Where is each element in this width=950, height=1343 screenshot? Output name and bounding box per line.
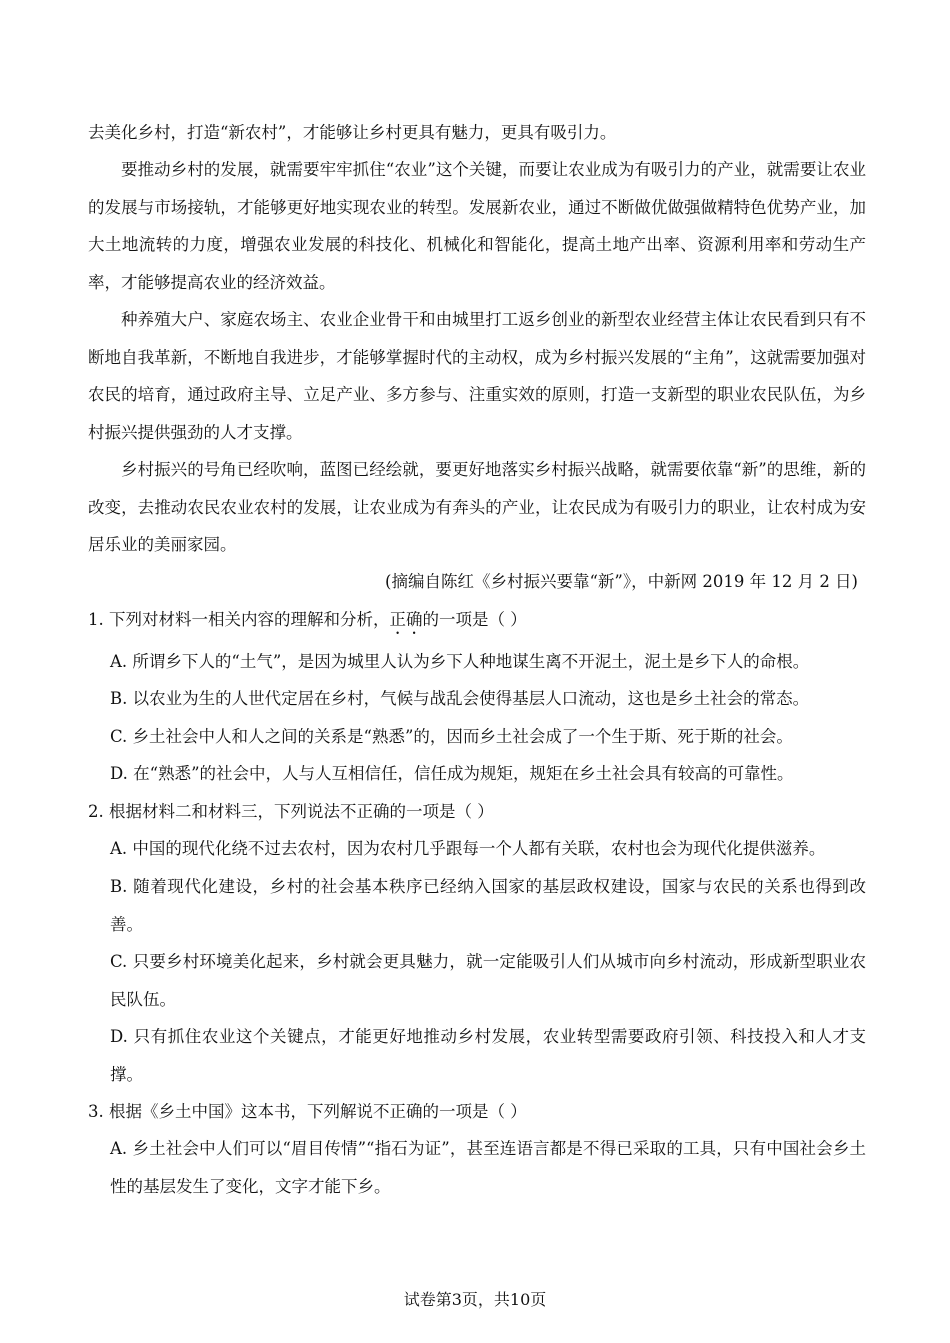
question-1-option-d: D. 在“熟悉”的社会中，人与人互相信任，信任成为规矩，规矩在乡土社会具有较高的可靠性。 — [110, 764, 794, 783]
question-2-option-c: C. 只要乡村环境美化起来，乡村就会更具魅力，就一定能吸引人们从城市向乡村流动，形成新型职业农民队伍。 — [110, 952, 866, 1009]
question-1-option-b: B. 以农业为生的人世代定居在乡村，气候与战乱会使得基层人口流动，这也是乡土社会的常态。 — [110, 689, 810, 708]
question-1-stem — [88, 601, 866, 639]
question-2-option-b: B. 随着现代化建设，乡村的社会基本秩序已经纳入国家的基层政权建设，国家与农民的关系也得到改善。 — [110, 877, 866, 934]
question-2-option-a: A. 中国的现代化绕不过去农村，因为农村几乎跟每一个人都有关联，农村也会为现代化提供滋养。 — [110, 839, 826, 858]
passage-paragraph-4: 乡村振兴的号角已经吹响，蓝图已经绘就，要更好地落实乡村振兴战略，就需要依靠“新”的思维，新的改变，去推动农民农业农村的发展，让农业成为有奔头的产业，让农民成为有吸引力的职业，让农村成为安居乐业的美丽家园。 — [88, 460, 866, 554]
question-1-stem-after: 的一项是（ ） — [422, 610, 527, 629]
question-1-stem-emphasis: 正确 — [389, 610, 423, 629]
passage-paragraph-3: 种养殖大户、家庭农场主、农业企业骨干和由城里打工返乡创业的新型农业经营主体让农民看到只有不断地自我革新，不断地自我进步，才能够掌握时代的主动权，成为乡村振兴发展的“主角”，这就需要加强对农民的培育，通过政府主导、立足产业、多方参与、注重实效的原则，打造一支新型的职业农民队伍，为乡村振兴提供强劲的人才支撑。 — [88, 310, 866, 442]
passage-source: (摘编自陈红《乡村振兴要靠“新”》，中新网 2019 年 12 月 2 日) — [385, 572, 858, 591]
question-2-option-d: D. 只有抓住农业这个关键点，才能更好地推动乡村发展，农业转型需要政府引领、科技投入和人才支撑。 — [110, 1027, 866, 1084]
question-1-option-c: C. 乡土社会中人和人之间的关系是“熟悉”的，因而乡土社会成了一个生于斯、死于斯的社会。 — [110, 727, 793, 746]
question-1-option-a: A. 所谓乡下人的“土气”，是因为城里人认为乡下人种地谋生离不开泥土，泥土是乡下人的命根。 — [110, 652, 810, 671]
question-2-stem: 2. 根据材料二和材料三，下列说法不正确的一项是（ ） — [88, 802, 494, 821]
question-3-stem: 3. 根据《乡土中国》这本书，下列解说不正确的一项是（ ） — [88, 1102, 527, 1121]
question-1-stem-before: 1. 下列对材料一相关内容的理解和分析， — [88, 610, 390, 629]
question-3-option-a: A. 乡土社会中人们可以“眉目传情”“指石为证”，甚至连语言都是不得已采取的工具，只有中国社会乡土性的基层发生了变化，文字才能下乡。 — [110, 1139, 866, 1196]
page-footer: 试卷第3页，共10页 — [403, 1290, 547, 1309]
passage-paragraph-1: 去美化乡村，打造“新农村”，才能够让乡村更具有魅力，更具有吸引力。 — [88, 123, 617, 142]
passage-paragraph-2: 要推动乡村的发展，就需要牢牢抓住“农业”这个关键，而要让农业成为有吸引力的产业，就需要让农业的发展与市场接轨，才能够更好地实现农业的转型。发展新农业，通过不断做优做强做精特色优势产业，加大土地流转的力度，增强农业发展的科技化、机械化和智能化，提高土地产出率、资源利用率和劳动生产率，才能够提高农业的经济效益。 — [88, 160, 866, 292]
